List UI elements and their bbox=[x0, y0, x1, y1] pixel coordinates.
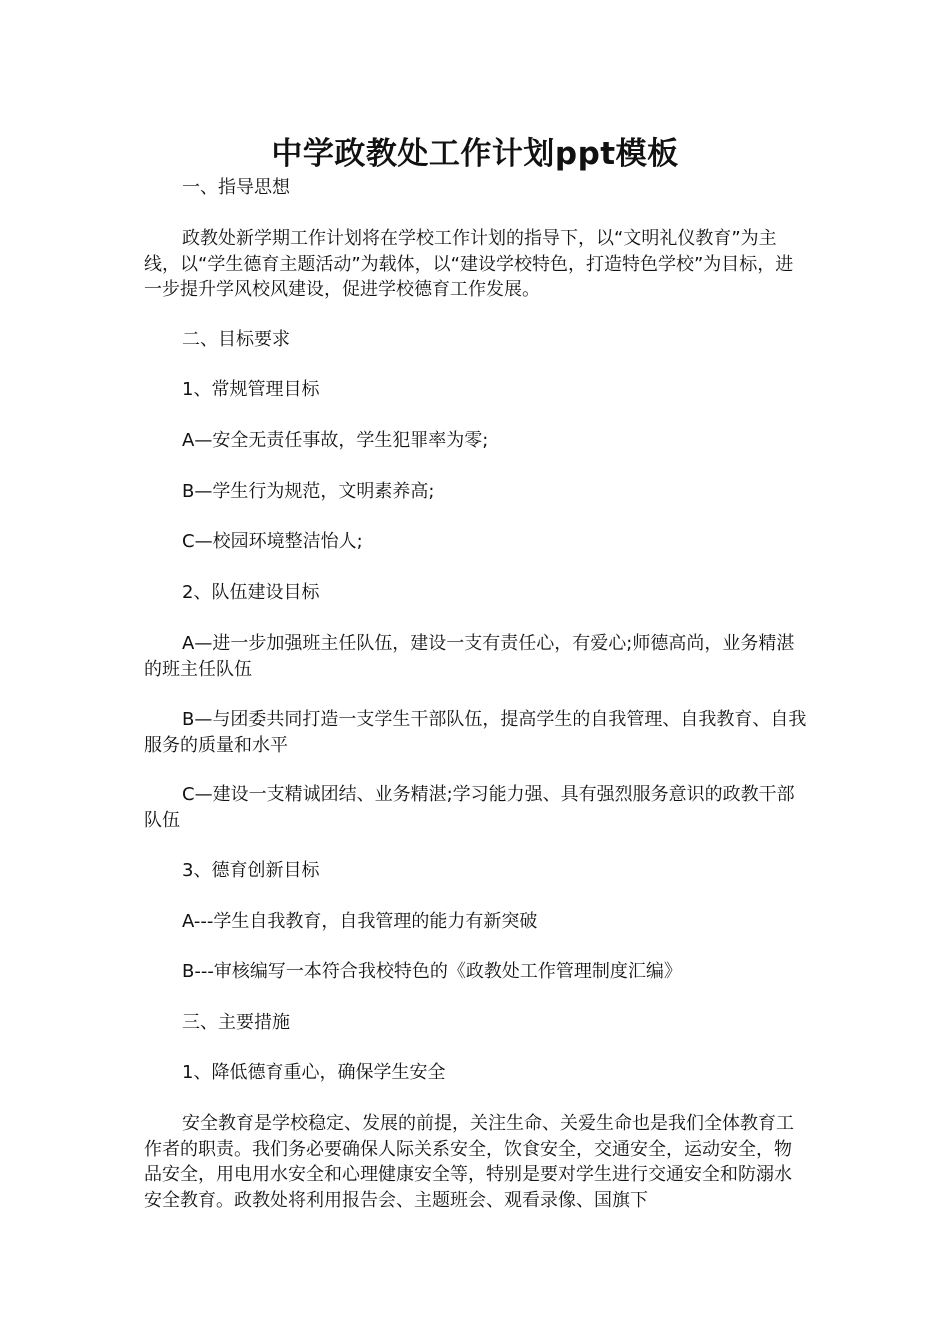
list-item-b-behavior: B—学生行为规范，文明素养高; bbox=[182, 481, 435, 502]
body-paragraph-intro: 政教处新学期工作计划将在学校工作计划的指导下，以“文明礼仪教育”为主线，以“学生德育主题活动”为载体，以“建设学校特色，打造特色学校”为目标，进一步提升学风校风建设，促进学校德育工作发展。 bbox=[144, 228, 794, 300]
list-item-a-safety: A—安全无责任事故，学生犯罪率为零; bbox=[182, 430, 489, 451]
subheading-moral-innovation: 3、德育创新目标 bbox=[182, 860, 320, 881]
list-item-c-campus: C—校园环境整洁怡人; bbox=[182, 531, 363, 552]
list-item-b-compilation: B---审核编写一本符合我校特色的《政教处工作管理制度汇编》 bbox=[182, 961, 682, 982]
body-paragraph-safety-education: 安全教育是学校稳定、发展的前提，关注生命、关爱生命也是我们全体教育工作者的职责。我们务必要确保人际关系安全，饮食安全，交通安全，运动安全，物品安全，用电用水安全和心理健康安全等，特别是要对学生进行交通安全和防溺水安全教育。政教处将利用报告会、主题班会、观看录像、国旗下 bbox=[144, 1113, 794, 1211]
subheading-team-building: 2、队伍建设目标 bbox=[182, 582, 320, 603]
list-item-c-staff-team: C—建设一支精诚团结、业务精湛;学习能力强、具有强烈服务意识的政教干部队伍 bbox=[144, 784, 795, 831]
section-heading-main-measures: 三、主要措施 bbox=[182, 1012, 290, 1033]
document-title: 中学政教处工作计划ppt模板 bbox=[271, 136, 679, 172]
subheading-student-safety: 1、降低德育重心，确保学生安全 bbox=[182, 1062, 446, 1083]
subheading-routine-management: 1、常规管理目标 bbox=[182, 379, 320, 400]
list-item-a-class-teachers: A—进一步加强班主任队伍，建设一支有责任心，有爱心;师德高尚，业务精湛的班主任队伍 bbox=[144, 633, 795, 680]
section-heading-goals: 二、目标要求 bbox=[182, 329, 290, 350]
section-heading-guiding-thought: 一、指导思想 bbox=[182, 177, 290, 198]
list-item-a-self-education: A---学生自我教育，自我管理的能力有新突破 bbox=[182, 911, 538, 932]
list-item-b-student-cadres: B—与团委共同打造一支学生干部队伍，提高学生的自我管理、自我教育、自我服务的质量和水平 bbox=[144, 709, 807, 756]
